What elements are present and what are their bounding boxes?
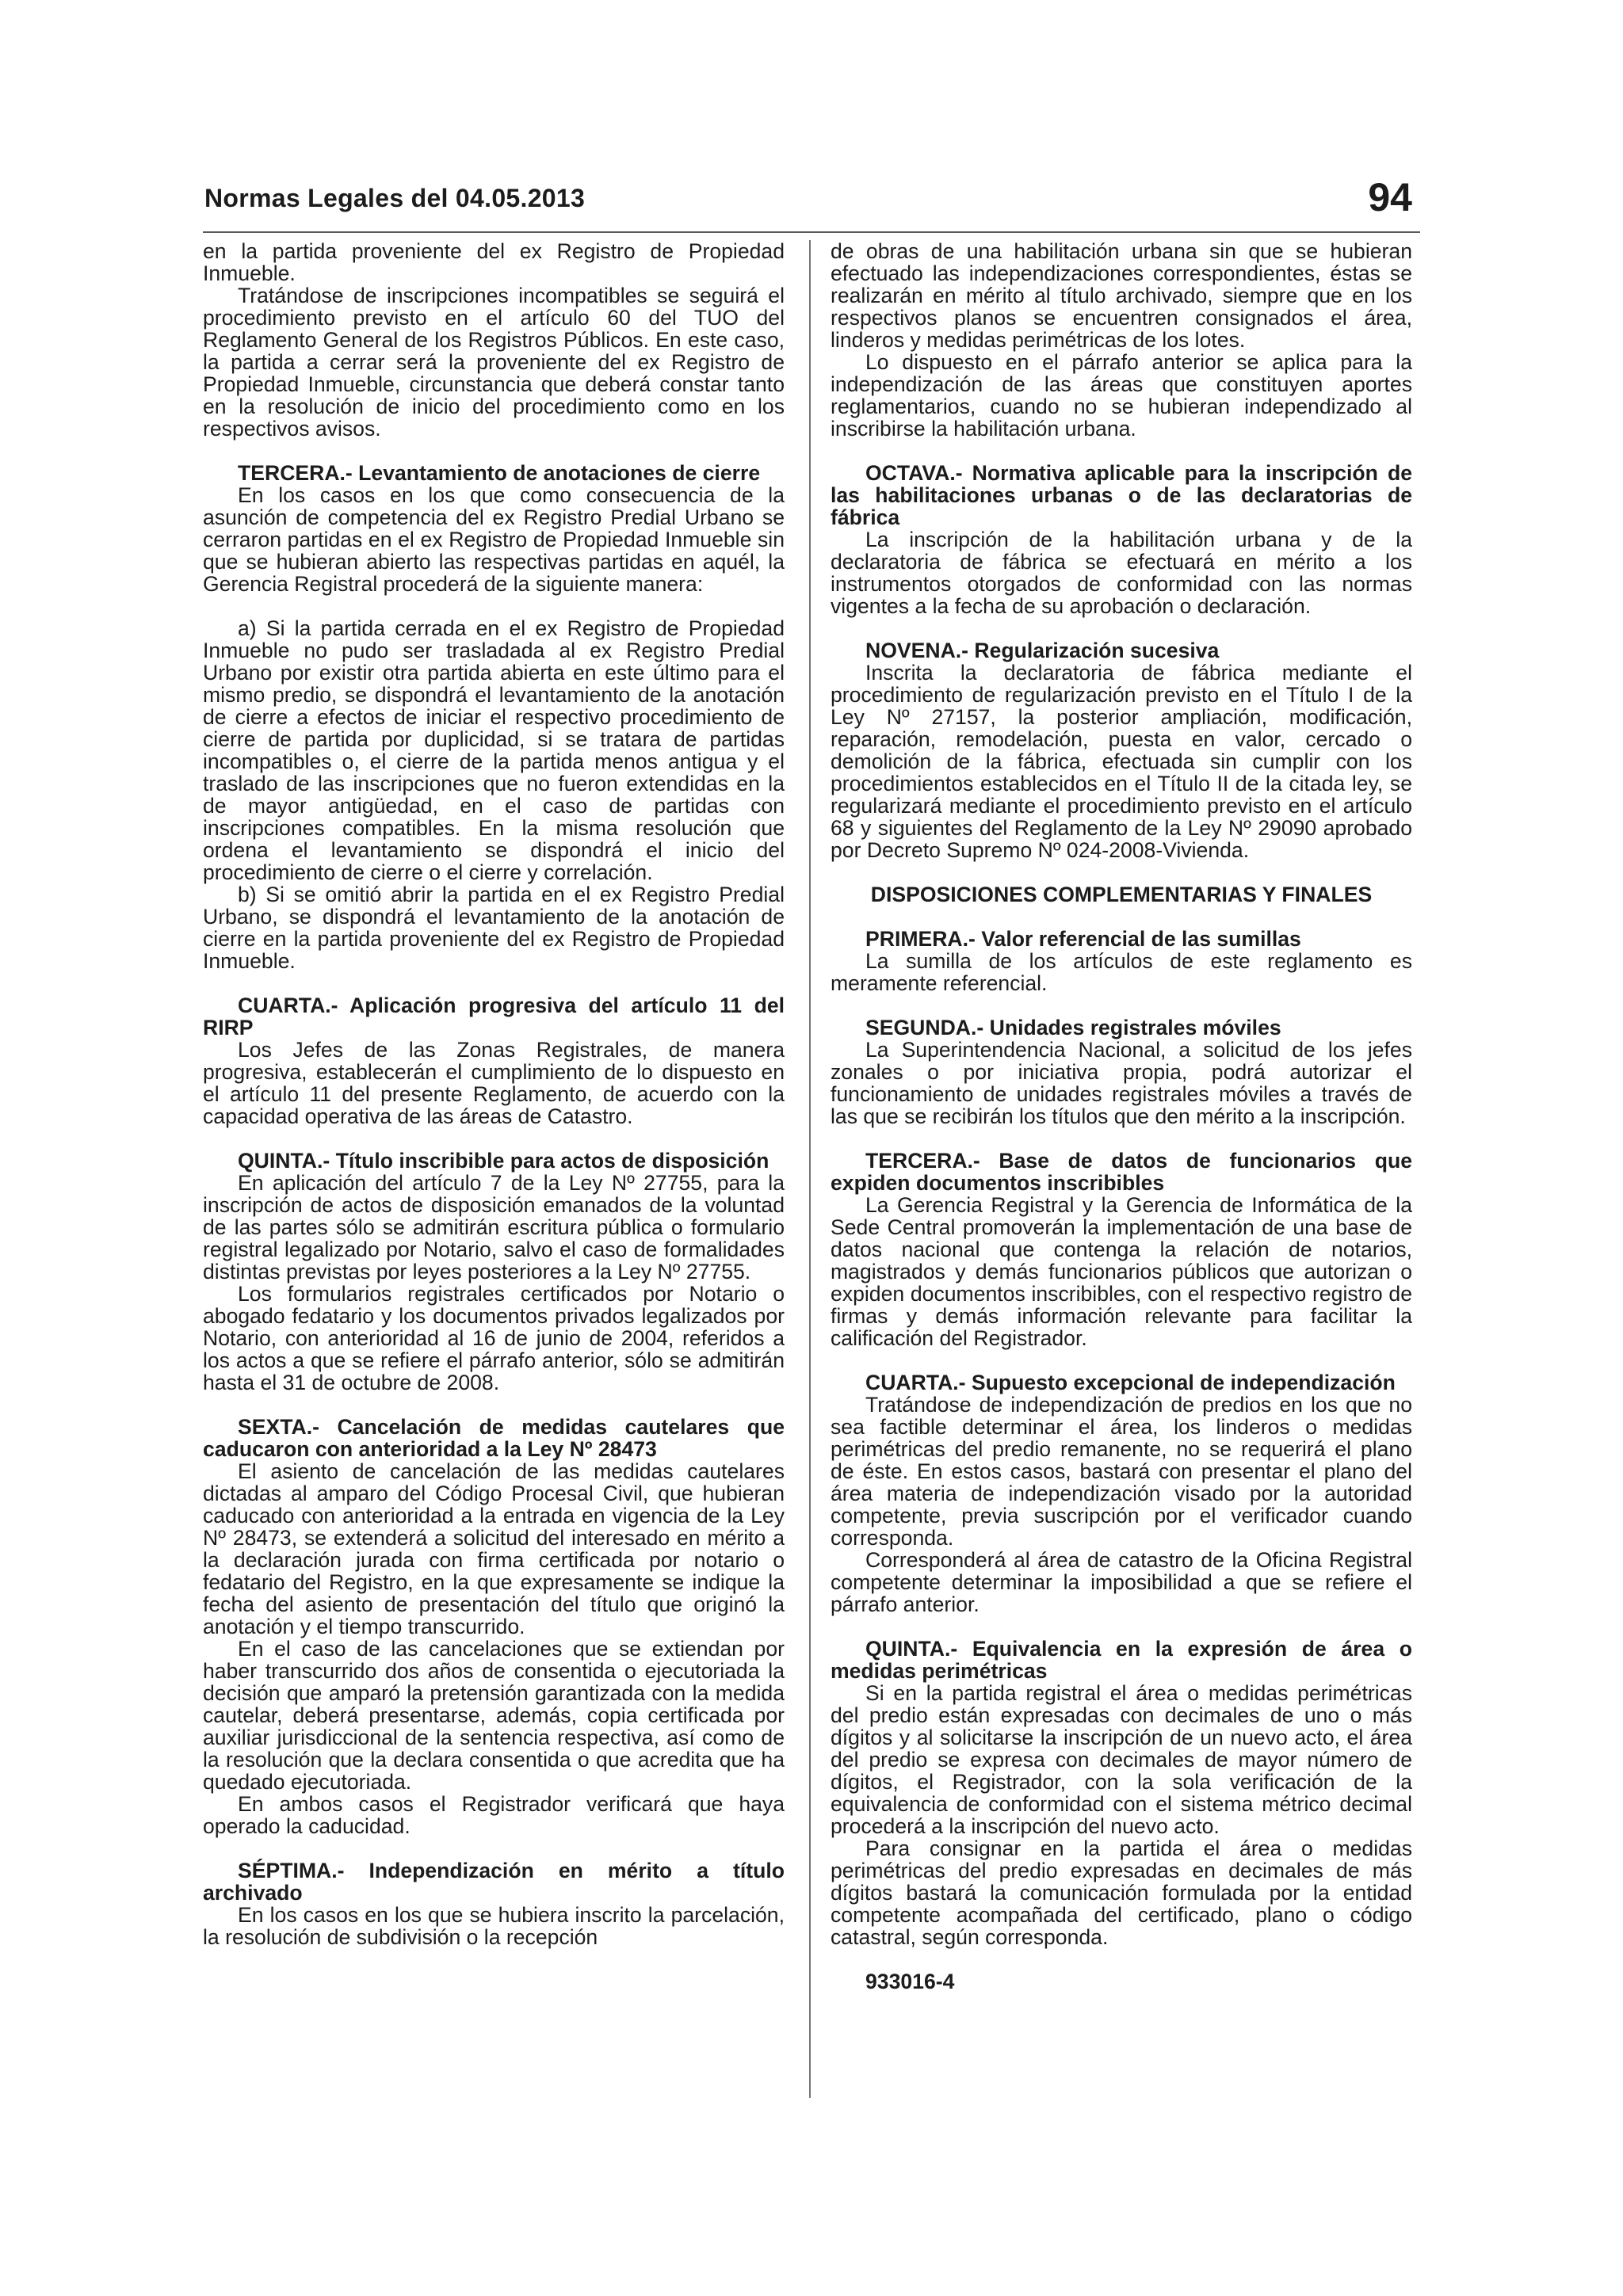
- section-heading-cuarta: CUARTA.- Aplicación progresiva del artículo 11 del RIRP: [203, 994, 785, 1039]
- paragraph: En los casos en los que se hubiera inscrito la parcelación, la resolución de subdivisión o la recepción: [203, 1903, 785, 1949]
- paragraph: Corresponderá al área de catastro de la Oficina Registral competente determinar la imposibilidad a que se refiere el párrafo anterior.: [831, 1548, 1412, 1616]
- paragraph: La Gerencia Registral y la Gerencia de Informática de la Sede Central promoverán la implementación de una base de datos nacional que contenga la relación de notarios, magistrados y demás funcionarios públicos que autorizan o expiden documentos inscribibles, con el respectivo registro de firmas y demás información relevante para facilitar la calificación del Registrador.: [831, 1193, 1412, 1350]
- document-code: 933016-4: [865, 1970, 955, 1993]
- paragraph: Tratándose de inscripciones incompatibles se seguirá el procedimiento previsto en el artículo 60 del TUO del Reglamento General de los Registros Públicos. En este caso, la partida a cerrar será la proveniente del ex Registro de Propiedad Inmueble, circunstancia que deberá constar tanto en la resolución de inicio del procedimiento como en los respectivos avisos.: [203, 284, 785, 441]
- section-heading-quinta-final: QUINTA.- Equivalencia en la expresión de área o medidas perimétricas: [831, 1637, 1412, 1683]
- paragraph: Si en la partida registral el área o medidas perimétricas del predio están expresadas con decimales de uno o más dígitos y al solicitarse la inscripción de un nuevo acto, el área del predio se expresa con decimales de mayor número de dígitos, el Registrador, con la sola verificación de la equivalencia de conformidad con el sistema métrico decimal procederá a la inscripción del nuevo acto.: [831, 1681, 1412, 1838]
- section-heading-cuarta-final: CUARTA.- Supuesto excepcional de independización: [865, 1371, 1396, 1394]
- paragraph: En los casos en los que como consecuencia de la asunción de competencia del ex Registro Predial Urbano se cerraron partidas en el ex Registro de Propiedad Inmueble sin que se hubieran abierto las respectivas partidas en aquél, la Gerencia Registral procederá de la siguiente manera:: [203, 483, 785, 596]
- page-number: 94: [1368, 175, 1412, 219]
- paragraph: El asiento de cancelación de las medidas cautelares dictadas al amparo del Código Procesal Civil, que hubieran caducado con anterioridad a la entrada en vigencia de la Ley Nº 28473, se extenderá a solicitud del interesado en mérito a la declaración jurada con firma certificada por notario o fedatario del Registro, en la que expresamente se indique la fecha del asiento de presentación del título que originó la anotación y el tiempo transcurrido.: [203, 1459, 785, 1638]
- paragraph: En el caso de las cancelaciones que se extiendan por haber transcurrido dos años de consentida o ejecutoriada la decisión que amparó la pretensión garantizada con la medida cautelar, deberá presentarse, además, copia certificada por auxiliar jurisdiccional de la sentencia respectiva, así como de la resolución que la declara consentida o que acredita que ha quedado ejecutoriada.: [203, 1637, 785, 1794]
- list-item-a: a) Si la partida cerrada en el ex Registro de Propiedad Inmueble no pudo ser trasladada al ex Registro Predial Urbano por existir otra partida abierta en este último para el mismo predio, se dispondrá el levantamiento de la anotación de cierre a efectos de iniciar el respectivo procedimiento de cierre de partida por duplicidad, si se tratara de partidas incompatibles o, el cierre de la partida menos antigua y el traslado de las inscripciones que no fueron extendidas en la de mayor antigüedad, en el caso de partidas con inscripciones compatibles. En la misma resolución que ordena el levantamiento se dispondrá el inicio del procedimiento de cierre o el cierre y correlación.: [203, 616, 785, 884]
- section-heading-primera: PRIMERA.- Valor referencial de las sumillas: [865, 927, 1301, 951]
- paragraph: La Superintendencia Nacional, a solicitud de los jefes zonales o por iniciativa propia, podrá autorizar el funcionamiento de unidades registrales móviles a través de las que se recibirán los títulos que den mérito a la inscripción.: [831, 1038, 1412, 1128]
- section-heading-novena: NOVENA.- Regularización sucesiva: [865, 639, 1220, 662]
- paragraph: Para consignar en la partida el área o medidas perimétricas del predio expresadas en decimales de más dígitos bastará la comunicación formulada por la entidad competente acompañada del certificado, plano o código catastral, según corresponda.: [831, 1836, 1412, 1949]
- left-column: [203, 240, 785, 2110]
- section-heading-sexta: SEXTA.- Cancelación de medidas cautelares que caducaron con anterioridad a la Ley Nº 28473: [203, 1415, 785, 1461]
- paragraph: La inscripción de la habilitación urbana y de la declaratoria de fábrica se efectuará en mérito a los instrumentos otorgados de conformidad con las normas vigentes a la fecha de su aprobación o declaración.: [831, 528, 1412, 618]
- section-heading-septima: SÉPTIMA.- Independización en mérito a título archivado: [203, 1859, 785, 1905]
- publication-title: Normas Legales del 04.05.2013: [204, 184, 586, 212]
- paragraph: Tratándose de independización de predios en los que no sea factible determinar el área, los linderos o medidas perimétricas del predio remanente, no se requerirá el plano de éste. En estos casos, bastará con presentar el plano del área materia de independización visado por la autoridad competente, previa suscripción por el verificador cuando corresponda.: [831, 1393, 1412, 1550]
- section-heading-octava: OCTAVA.- Normativa aplicable para la inscripción de las habilitaciones urbanas o de las declaratorias de fábrica: [831, 461, 1412, 529]
- section-heading-tercera: TERCERA.- Levantamiento de anotaciones de cierre: [238, 461, 761, 485]
- section-title-disposiciones: DISPOSICIONES COMPLEMENTARIAS Y FINALES: [870, 883, 1373, 906]
- section-heading-tercera-final: TERCERA.- Base de datos de funcionarios que expiden documentos inscribibles: [831, 1149, 1412, 1195]
- column-divider: [809, 240, 811, 2098]
- paragraph: Inscrita la declaratoria de fábrica mediante el procedimiento de regularización previsto en el Título I de la Ley Nº 27157, la posterior ampliación, modificación, reparación, remodelación, puesta en valor, cercado o demolición de la fábrica, efectuada sin cumplir con los procedimientos establecidos en el Título II de la citada ley, se regularizará mediante el procedimiento previsto en el artículo 68 y siguientes del Reglamento de la Ley Nº 29090 aprobado por Decreto Supremo Nº 024-2008-Vivienda.: [831, 661, 1412, 862]
- section-heading-quinta: QUINTA.- Título inscribible para actos de disposición: [238, 1149, 769, 1173]
- paragraph: En aplicación del artículo 7 de la Ley Nº 27755, para la inscripción de actos de disposición emanados de la voluntad de las partes sólo se admitirán escritura pública o formulario registral legalizado por Notario, salvo el caso de formalidades distintas previstas por leyes posteriores a la Ley Nº 27755.: [203, 1171, 785, 1283]
- paragraph: En ambos casos el Registrador verificará que haya operado la caducidad.: [203, 1792, 785, 1838]
- paragraph: Lo dispuesto en el párrafo anterior se aplica para la independización de las áreas que constituyen aportes reglamentarios, cuando no se hubieran independizado al inscribirse la habilitación urbana.: [831, 350, 1412, 441]
- paragraph: Los Jefes de las Zonas Registrales, de manera progresiva, establecerán el cumplimiento de lo dispuesto en el artículo 11 del presente Reglamento, de acuerdo con la capacidad operativa de las áreas de Catastro.: [203, 1038, 785, 1128]
- right-column: [831, 240, 1412, 2110]
- paragraph: de obras de una habilitación urbana sin que se hubieran efectuado las independizaciones correspondientes, éstas se realizarán en mérito al título archivado, siempre que en los respectivos planos se encuentren consignados el área, linderos y medidas perimétricas de los lotes.: [831, 240, 1412, 352]
- spacer: [203, 595, 785, 617]
- paragraph: en la partida proveniente del ex Registro de Propiedad Inmueble.: [203, 240, 785, 285]
- section-heading-segunda: SEGUNDA.- Unidades registrales móviles: [865, 1016, 1281, 1039]
- list-item-b: b) Si se omitió abrir la partida en el ex Registro Predial Urbano, se dispondrá el levantamiento de la anotación de cierre en la partida proveniente del ex Registro de Propiedad Inmueble.: [203, 883, 785, 973]
- page-header: [203, 173, 1420, 233]
- paragraph: Los formularios registrales certificados por Notario o abogado fedatario y los documentos privados legalizados por Notario, con anterioridad al 16 de junio de 2004, referidos a los actos a que se refiere el párrafo anterior, sólo se admitirán hasta el 31 de octubre de 2008.: [203, 1282, 785, 1394]
- paragraph: La sumilla de los artículos de este reglamento es meramente referencial.: [831, 949, 1412, 995]
